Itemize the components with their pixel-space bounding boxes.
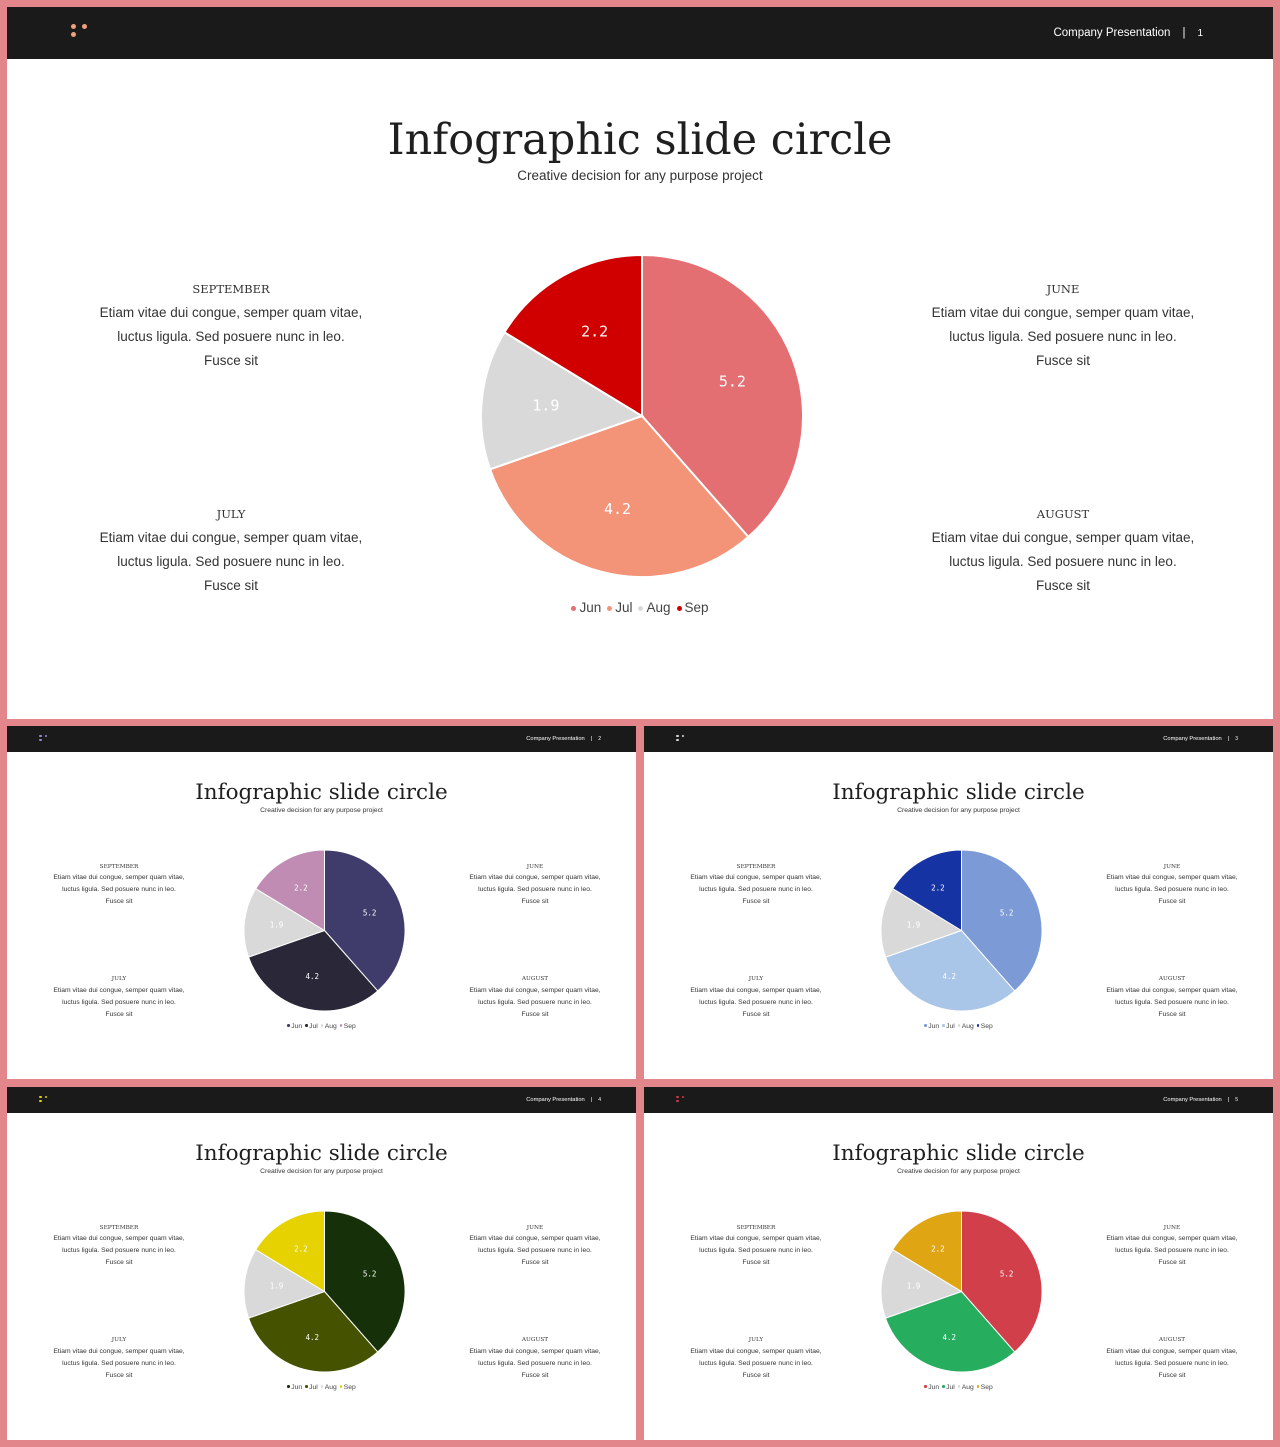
block-heading: AUGUST xyxy=(1036,507,1090,521)
legend-swatch-icon xyxy=(305,1385,308,1388)
slide-subtitle: Creative decision for any purpose project xyxy=(517,168,763,183)
block-text: Etiam vitae dui congue, semper quam vitae, luctus ligula. Sed posuere nunc in leo. Fusce sit xyxy=(53,1235,185,1266)
legend-item xyxy=(958,1023,974,1030)
header-text: Company Presentation xyxy=(1163,1097,1222,1103)
legend-item xyxy=(607,600,632,615)
slide-number: 3 xyxy=(1235,736,1238,742)
text-block-august xyxy=(1106,976,1238,1021)
logo-dot-icon xyxy=(682,1096,685,1099)
pie-data-label: 1.9 xyxy=(269,1281,284,1291)
text-block-august xyxy=(931,507,1195,598)
header-company-label xyxy=(1163,1097,1238,1103)
header-separator: | xyxy=(1182,27,1186,39)
block-text: Etiam vitae dui congue, semper quam vitae, luctus ligula. Sed posuere nunc in leo. Fusce sit xyxy=(1106,1347,1238,1379)
header-company-label xyxy=(526,1097,601,1103)
block-text: Etiam vitae dui congue, semper quam vitae, luctus ligula. Sed posuere nunc in leo. Fusce sit xyxy=(1106,986,1238,1018)
slide-subtitle: Creative decision for any purpose project xyxy=(897,1167,1020,1175)
slide-title: Infographic slide circle xyxy=(195,1141,448,1166)
logo-dot-icon xyxy=(45,735,48,738)
text-block-july xyxy=(690,1337,822,1382)
text-block-july xyxy=(690,976,822,1021)
header-text: Company Presentation xyxy=(1053,27,1171,39)
slide xyxy=(644,1087,1273,1440)
text-block-september xyxy=(53,864,185,909)
text-block-september xyxy=(53,1225,185,1270)
chart-legend xyxy=(7,1023,636,1030)
block-heading: SEPTEMBER xyxy=(99,863,139,870)
slide-header-bar xyxy=(7,1087,636,1113)
legend-item xyxy=(321,1384,337,1391)
pie-data-label: 4.2 xyxy=(942,1333,957,1343)
legend-label: Aug xyxy=(961,1383,974,1391)
header-text: Company Presentation xyxy=(1163,736,1222,742)
block-text: Etiam vitae dui congue, semper quam vitae, luctus ligula. Sed posuere nunc in leo. Fusce sit xyxy=(53,874,185,905)
header-company-label xyxy=(1053,27,1203,39)
pie-chart xyxy=(242,848,407,1013)
text-block-june xyxy=(931,282,1195,373)
legend-swatch-icon xyxy=(977,1024,980,1027)
slide xyxy=(644,726,1273,1079)
chart-legend xyxy=(7,1384,636,1391)
slide-subtitle: Creative decision for any purpose project xyxy=(260,806,383,814)
slide-header-bar xyxy=(7,726,636,752)
slide xyxy=(7,726,636,1079)
legend-label: Jul xyxy=(615,600,633,615)
slide-title: Infographic slide circle xyxy=(832,1141,1085,1166)
block-heading: AUGUST xyxy=(521,1337,549,1343)
pie-data-label: 1.9 xyxy=(906,1281,921,1291)
text-block-september xyxy=(690,1225,822,1270)
block-text: Etiam vitae dui congue, semper quam vitae, luctus ligula. Sed posuere nunc in leo. Fusce sit xyxy=(690,986,822,1018)
slide-number: 4 xyxy=(598,1097,601,1103)
legend-item xyxy=(287,1023,302,1030)
legend-label: Sep xyxy=(343,1022,356,1030)
legend-label: Jun xyxy=(291,1383,303,1391)
pie-data-label: 5.2 xyxy=(362,908,377,918)
slide-header-bar xyxy=(7,7,1273,59)
pie-chart xyxy=(879,1209,1044,1374)
legend-label: Aug xyxy=(646,600,671,615)
logo-icon xyxy=(39,735,49,745)
logo-dot-icon xyxy=(682,735,685,738)
legend-label: Aug xyxy=(961,1022,974,1030)
legend-swatch-icon xyxy=(607,606,612,611)
block-heading: AUGUST xyxy=(1158,1337,1186,1343)
slide-subtitle: Creative decision for any purpose project xyxy=(260,1167,383,1175)
pie-data-label: 5.2 xyxy=(999,908,1014,918)
block-text: Etiam vitae dui congue, semper quam vitae, luctus ligula. Sed posuere nunc in leo. Fusce sit xyxy=(53,986,185,1018)
pie-data-label: 1.9 xyxy=(269,920,284,930)
block-text: Etiam vitae dui congue, semper quam vitae, luctus ligula. Sed posuere nunc in leo. Fusce sit xyxy=(931,530,1195,593)
block-text: Etiam vitae dui congue, semper quam vitae, luctus ligula. Sed posuere nunc in leo. Fusce sit xyxy=(690,1347,822,1379)
slide-number: 1 xyxy=(1197,28,1203,39)
slide-number: 5 xyxy=(1235,1097,1238,1103)
pie-data-label: 4.2 xyxy=(603,499,632,518)
block-heading: JUNE xyxy=(1163,1224,1181,1231)
logo-dot-icon xyxy=(676,739,679,742)
chart-legend xyxy=(7,600,1273,615)
block-heading: JULY xyxy=(216,507,246,521)
pie-chart xyxy=(242,1209,407,1374)
slide-subtitle: Creative decision for any purpose project xyxy=(897,806,1020,814)
legend-item xyxy=(924,1384,939,1391)
logo-dot-icon xyxy=(676,735,679,738)
pie-data-label: 1.9 xyxy=(906,920,921,930)
block-heading: JULY xyxy=(748,1337,764,1343)
block-heading: SEPTEMBER xyxy=(736,863,776,870)
legend-swatch-icon xyxy=(287,1024,290,1027)
logo-dot-icon xyxy=(676,1096,679,1099)
slide-header-bar xyxy=(644,1087,1273,1113)
logo-icon xyxy=(676,1096,686,1106)
block-heading: AUGUST xyxy=(521,976,549,982)
legend-item xyxy=(287,1384,302,1391)
block-heading: JUNE xyxy=(1163,863,1181,870)
chart-legend xyxy=(644,1384,1273,1391)
slide-header-bar xyxy=(644,726,1273,752)
legend-label: Aug xyxy=(324,1383,337,1391)
header-text: Company Presentation xyxy=(526,1097,585,1103)
header-separator: | xyxy=(590,1097,593,1103)
legend-label: Jun xyxy=(291,1022,303,1030)
legend-label: Jun xyxy=(928,1022,940,1030)
legend-swatch-icon xyxy=(340,1385,343,1388)
legend-label: Jun xyxy=(579,600,602,615)
block-text: Etiam vitae dui congue, semper quam vitae, luctus ligula. Sed posuere nunc in leo. Fusce sit xyxy=(99,305,363,368)
pie-data-label: 4.2 xyxy=(942,972,957,982)
block-text: Etiam vitae dui congue, semper quam vitae, luctus ligula. Sed posuere nunc in leo. Fusce sit xyxy=(469,874,601,905)
text-block-june xyxy=(469,864,601,909)
block-heading: AUGUST xyxy=(1158,976,1186,982)
logo-dot-icon xyxy=(39,739,42,742)
pie-data-label: 2.2 xyxy=(294,1244,308,1254)
block-heading: JULY xyxy=(111,976,127,982)
block-text: Etiam vitae dui congue, semper quam vitae, luctus ligula. Sed posuere nunc in leo. Fusce sit xyxy=(53,1347,185,1379)
text-block-june xyxy=(1106,864,1238,909)
legend-item xyxy=(340,1384,356,1391)
logo-dot-icon xyxy=(39,1100,42,1103)
text-block-august xyxy=(469,976,601,1021)
text-block-september xyxy=(99,282,363,373)
legend-item xyxy=(638,600,670,615)
legend-item xyxy=(958,1384,974,1391)
legend-swatch-icon xyxy=(958,1024,961,1027)
pie-data-label: 1.9 xyxy=(532,396,560,415)
legend-item xyxy=(977,1384,993,1391)
legend-label: Jul xyxy=(946,1022,955,1030)
slide-title: Infographic slide circle xyxy=(387,115,893,165)
block-heading: SEPTEMBER xyxy=(99,1224,139,1231)
legend-item xyxy=(942,1023,955,1030)
text-block-august xyxy=(469,1337,601,1382)
pie-data-label: 2.2 xyxy=(581,322,609,341)
legend-item xyxy=(677,600,709,615)
legend-item xyxy=(340,1023,356,1030)
logo-dot-icon xyxy=(71,24,76,29)
block-text: Etiam vitae dui congue, semper quam vitae, luctus ligula. Sed posuere nunc in leo. Fusce sit xyxy=(1106,1235,1238,1266)
slide-title: Infographic slide circle xyxy=(832,780,1085,805)
pie-data-label: 2.2 xyxy=(931,883,945,893)
text-block-june xyxy=(469,1225,601,1270)
chart-legend xyxy=(644,1023,1273,1030)
text-block-july xyxy=(53,1337,185,1382)
block-text: Etiam vitae dui congue, semper quam vitae, luctus ligula. Sed posuere nunc in leo. Fusce sit xyxy=(469,986,601,1018)
logo-icon xyxy=(71,24,91,44)
header-separator: | xyxy=(1227,736,1230,742)
header-company-label xyxy=(526,736,601,742)
legend-swatch-icon xyxy=(942,1385,945,1388)
pie-data-label: 2.2 xyxy=(294,883,308,893)
legend-swatch-icon xyxy=(340,1024,343,1027)
legend-swatch-icon xyxy=(924,1385,927,1388)
legend-swatch-icon xyxy=(305,1024,308,1027)
block-heading: SEPTEMBER xyxy=(736,1224,776,1231)
legend-swatch-icon xyxy=(977,1385,980,1388)
legend-label: Jul xyxy=(309,1383,318,1391)
pie-data-label: 5.2 xyxy=(999,1269,1014,1279)
text-block-september xyxy=(690,864,822,909)
legend-label: Sep xyxy=(343,1383,356,1391)
header-company-label xyxy=(1163,736,1238,742)
pie-data-label: 5.2 xyxy=(718,372,746,391)
legend-swatch-icon xyxy=(571,606,576,611)
block-text: Etiam vitae dui congue, semper quam vitae, luctus ligula. Sed posuere nunc in leo. Fusce sit xyxy=(690,874,822,905)
legend-item xyxy=(305,1023,318,1030)
logo-icon xyxy=(676,735,686,745)
block-text: Etiam vitae dui congue, semper quam vitae, luctus ligula. Sed posuere nunc in leo. Fusce sit xyxy=(469,1347,601,1379)
logo-dot-icon xyxy=(82,24,87,29)
legend-label: Jun xyxy=(928,1383,940,1391)
legend-swatch-icon xyxy=(638,606,643,611)
logo-dot-icon xyxy=(39,1096,42,1099)
pie-chart xyxy=(879,848,1044,1013)
logo-dot-icon xyxy=(45,1096,48,1099)
legend-item xyxy=(305,1384,318,1391)
legend-item xyxy=(977,1023,993,1030)
block-text: Etiam vitae dui congue, semper quam vitae, luctus ligula. Sed posuere nunc in leo. Fusce sit xyxy=(690,1235,822,1266)
legend-label: Aug xyxy=(324,1022,337,1030)
pie-data-label: 4.2 xyxy=(305,1333,320,1343)
logo-icon xyxy=(39,1096,49,1106)
legend-swatch-icon xyxy=(287,1385,290,1388)
legend-item xyxy=(571,600,601,615)
legend-label: Sep xyxy=(980,1022,993,1030)
header-separator: | xyxy=(1227,1097,1230,1103)
legend-swatch-icon xyxy=(942,1024,945,1027)
legend-item xyxy=(942,1384,955,1391)
logo-dot-icon xyxy=(71,32,76,37)
logo-dot-icon xyxy=(39,735,42,738)
text-block-august xyxy=(1106,1337,1238,1382)
legend-label: Sep xyxy=(684,600,709,615)
block-heading: SEPTEMBER xyxy=(192,282,270,296)
logo-dot-icon xyxy=(676,1100,679,1103)
pie-data-label: 2.2 xyxy=(931,1244,945,1254)
block-text: Etiam vitae dui congue, semper quam vitae, luctus ligula. Sed posuere nunc in leo. Fusce sit xyxy=(931,305,1195,368)
legend-swatch-icon xyxy=(321,1024,324,1027)
header-separator: | xyxy=(590,736,593,742)
legend-item xyxy=(924,1023,939,1030)
legend-label: Sep xyxy=(980,1383,993,1391)
block-heading: JUNE xyxy=(526,863,544,870)
block-text: Etiam vitae dui congue, semper quam vitae, luctus ligula. Sed posuere nunc in leo. Fusce sit xyxy=(99,530,363,593)
header-text: Company Presentation xyxy=(526,736,585,742)
text-block-july xyxy=(99,507,363,598)
block-heading: JULY xyxy=(111,1337,127,1343)
legend-swatch-icon xyxy=(321,1385,324,1388)
slide xyxy=(7,7,1273,719)
slide xyxy=(7,1087,636,1440)
legend-swatch-icon xyxy=(924,1024,927,1027)
legend-label: Jul xyxy=(946,1383,955,1391)
block-heading: JUNE xyxy=(526,1224,544,1231)
slide-title: Infographic slide circle xyxy=(195,780,448,805)
pie-chart xyxy=(477,251,807,581)
legend-swatch-icon xyxy=(677,606,682,611)
pie-data-label: 5.2 xyxy=(362,1269,377,1279)
pie-data-label: 4.2 xyxy=(305,972,320,982)
block-text: Etiam vitae dui congue, semper quam vitae, luctus ligula. Sed posuere nunc in leo. Fusce sit xyxy=(469,1235,601,1266)
block-heading: JUNE xyxy=(1046,282,1080,296)
legend-item xyxy=(321,1023,337,1030)
slide-number: 2 xyxy=(598,736,601,742)
block-text: Etiam vitae dui congue, semper quam vitae, luctus ligula. Sed posuere nunc in leo. Fusce sit xyxy=(1106,874,1238,905)
block-heading: JULY xyxy=(748,976,764,982)
legend-swatch-icon xyxy=(958,1385,961,1388)
text-block-june xyxy=(1106,1225,1238,1270)
legend-label: Jul xyxy=(309,1022,318,1030)
text-block-july xyxy=(53,976,185,1021)
